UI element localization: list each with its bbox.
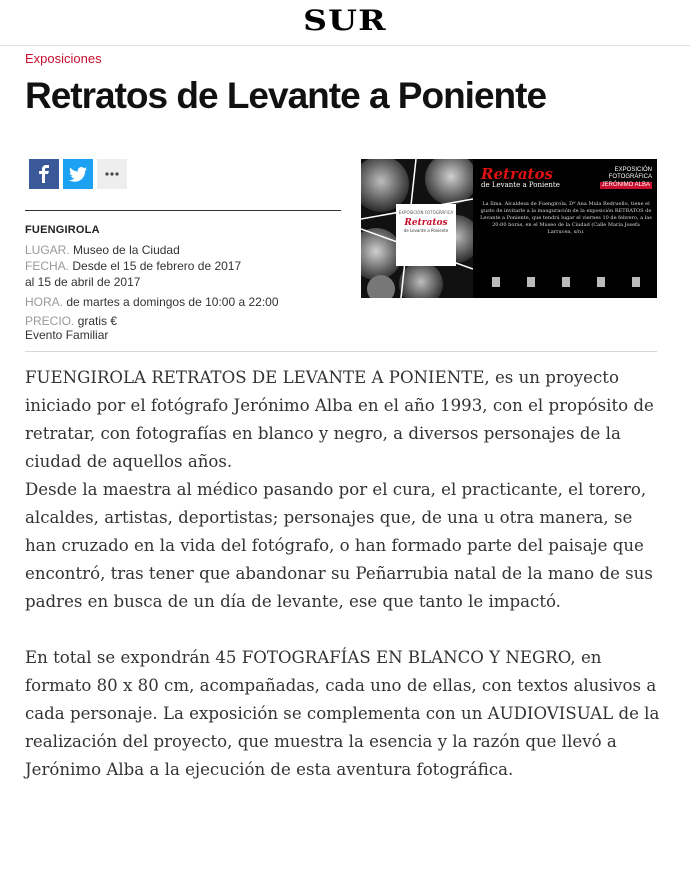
more-share-button[interactable] xyxy=(97,159,127,189)
sponsor-logo xyxy=(562,277,570,287)
facebook-icon xyxy=(37,165,51,183)
poster-title-main: Retratos xyxy=(481,165,553,183)
sponsor-logo xyxy=(492,277,500,287)
event-place-row xyxy=(25,242,345,258)
poster-card-top: EXPOSICIÓN FOTOGRÁFICA xyxy=(398,210,454,215)
divider xyxy=(25,210,341,211)
poster-expo-tag xyxy=(600,167,652,189)
price-label: PRECIO. xyxy=(25,314,75,328)
hours-label: HORA. xyxy=(25,295,64,309)
event-city: FUENGIROLA xyxy=(25,224,100,236)
twitter-share-button[interactable] xyxy=(63,159,93,189)
date-value-cont: al 15 de abril de 2017 xyxy=(25,275,141,289)
date-value: Desde el 15 de febrero de 2017 xyxy=(72,259,242,273)
twitter-icon xyxy=(69,167,87,182)
facebook-share-button[interactable] xyxy=(29,159,59,189)
event-info xyxy=(25,222,345,342)
paragraph: En total se expondrán 45 FOTOGRAFÍAS EN BLANCO Y NEGRO, en formato 80 x 80 cm, acompañadas, cada uno de ellas, con textos alusivos a cada personaje. La exposición se complementa con un AUDIOVISUAL de la realización del proyecto, que muestra la esencia y la razón que llevó a Jerónimo Alba a la ejecución de esta aventura fotográfica. xyxy=(25,648,660,779)
poster-card-title: Retratos xyxy=(404,218,448,228)
place-label: LUGAR. xyxy=(25,243,70,257)
poster-card xyxy=(396,204,456,266)
poster-card-sub: de Levante a Poniente xyxy=(403,228,449,233)
event-date-row xyxy=(25,258,345,274)
event-category: Evento Familiar xyxy=(25,328,109,342)
sponsor-logo xyxy=(597,277,605,287)
paragraph: FUENGIROLA RETRATOS DE LEVANTE A PONIENTE, es un proyecto iniciado por el fotógrafo Jerónimo Alba en el año 1993, con el propósito de retratar, con fotografías en blanco y negro, a diversos personajes de la ciudad de aquellos años. xyxy=(25,368,654,471)
poster-expo-line1: EXPOSICIÓN xyxy=(614,167,652,173)
poster-expo-author: JERÓNIMO ALBA xyxy=(601,182,650,188)
site-logo[interactable]: SUR xyxy=(303,4,387,37)
price-value: gratis € xyxy=(77,314,118,328)
poster-title xyxy=(481,165,560,189)
sponsor-logo xyxy=(527,277,535,287)
hours-value: de martes a domingos de 10:00 a 22:00 xyxy=(66,295,279,309)
place-value: Museo de la Ciudad xyxy=(73,243,180,257)
date-label: FECHA. xyxy=(25,259,70,273)
poster-sponsor-logos xyxy=(479,277,653,287)
event-poster-image xyxy=(361,159,657,298)
page-title: Retratos de Levante a Poniente xyxy=(25,75,547,116)
section-link[interactable]: Exposiciones xyxy=(25,51,102,66)
poster-invitation-text: La Ilma. Alcaldesa de Fuengirola, Dª Ana Mula Redruello, tiene el gusto de invitarle a la inauguración de la exposición RETRATOS de Levante a Poniente, que tendrá lugar el viernes 10 de febrero, a las 20:00 horas, en el Museo de la Ciudad (Calle María Josefa Larrucea, s/n). xyxy=(480,201,652,235)
sponsor-logo xyxy=(632,277,640,287)
poster-title-sub: de Levante a Poniente xyxy=(481,181,560,189)
article-body xyxy=(25,364,665,784)
event-hours-row xyxy=(25,294,345,310)
event-price-row xyxy=(25,314,345,328)
masthead xyxy=(0,0,690,46)
poster-expo-line2: FOTOGRÁFICA xyxy=(608,174,652,180)
paragraph: Desde la maestra al médico pasando por el cura, el practicante, el torero, alcaldes, artistas, deportistas; personajes que, de una u otra manera, se han cruzado en la vida del fotógrafo, o han formado parte del paisaje que encontró, tras tener que abandonar su Peñarrubia natal de la mano de sus padres en busca de un día de levante, ese que tanto le impactó. xyxy=(25,480,653,611)
divider xyxy=(25,351,657,352)
more-dots-icon xyxy=(105,172,119,176)
